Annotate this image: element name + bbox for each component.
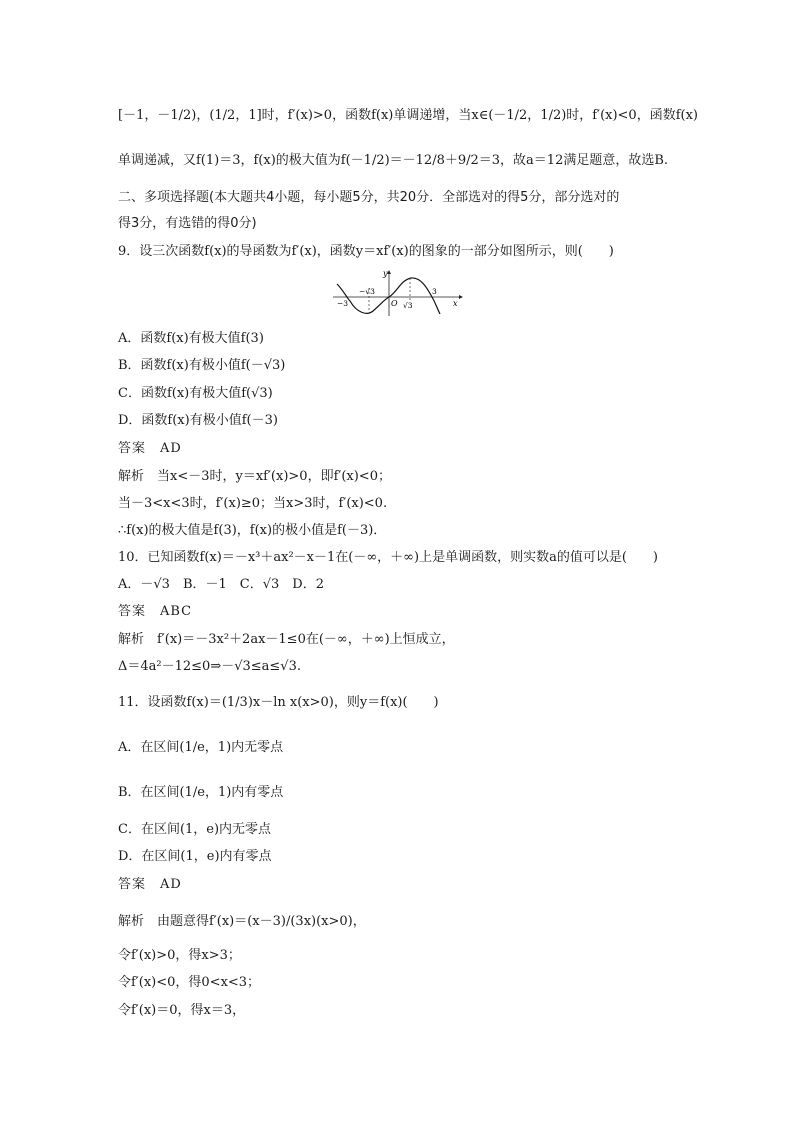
- option-d: D．函数f(x)有极小值f(－3): [118, 413, 278, 428]
- answer: 答案 ABC: [118, 604, 193, 619]
- tick-3: 3: [432, 287, 437, 296]
- x-axis-arrow: [459, 295, 463, 299]
- y-label: y: [383, 269, 388, 278]
- derivative-graph: [333, 268, 463, 318]
- text-line: 单调递减，又f(1)＝3，f(x)的极大值为f(－1/2)＝－12/8＋9/2＝3，故a＝12满足题意，故选B.: [118, 153, 669, 168]
- option-b: B．在区间(1/e，1)内有零点: [118, 785, 284, 800]
- option-d: D．在区间(1，e)内有零点: [118, 849, 272, 864]
- tick-sqrt3: √3: [403, 301, 413, 310]
- option-c: C．在区间(1，e)内无零点: [118, 822, 272, 837]
- analysis: 令f′(x)＝0，得x＝3，: [118, 1003, 246, 1018]
- analysis: Δ＝4a²－12≤0⇒－√3≤a≤√3.: [118, 659, 301, 674]
- option-c: C．函数f(x)有极大值f(√3): [118, 386, 273, 401]
- x-label: x: [453, 299, 458, 308]
- tick-neg-sqrt3: −√3: [359, 287, 375, 296]
- tick-neg3: −3: [337, 299, 349, 308]
- question-10: 10．已知函数f(x)＝－x³＋ax²－x－1在(－∞，＋∞)上是单调函数，则实数a的值可以是( ): [118, 550, 658, 565]
- question-11: 11．设函数f(x)＝(1/3)x－ln x(x>0)，则y＝f(x)( ): [118, 695, 439, 710]
- answer: 答案 AD: [118, 877, 182, 892]
- y-axis-arrow: [387, 270, 391, 274]
- text-line: [－1，－1/2)，(1/2，1]时，f′(x)>0，函数f(x)单调递增，当x∈(－1/2，1/2)时，f′(x)<0，函数f(x): [118, 108, 698, 123]
- answer: 答案 AD: [118, 441, 182, 456]
- section-heading: 二、多项选择题(本大题共4小题，每小题5分，共20分．全部选对的得5分，部分选对的: [118, 190, 620, 205]
- question-9: 9．设三次函数f(x)的导函数为f′(x)，函数y＝xf′(x)的图象的一部分如图所示，则( ): [118, 244, 614, 259]
- analysis: 解析 f′(x)＝－3x²＋2ax－1≤0在(－∞，＋∞)上恒成立，: [118, 632, 455, 647]
- section-heading-cont: 得3分，有选错的得0分): [118, 216, 257, 231]
- option-a: A．在区间(1/e，1)内无零点: [118, 740, 284, 755]
- analysis: 当－3<x<3时，f′(x)≥0；当x>3时，f′(x)<0.: [118, 496, 388, 511]
- options: A．－√3 B．－1 C．√3 D．2: [118, 577, 324, 592]
- origin-label: O: [391, 299, 398, 308]
- analysis: ∴f(x)的极大值是f(3)，f(x)的极小值是f(－3)．: [118, 523, 387, 538]
- option-a: A．函数f(x)有极大值f(3): [118, 331, 264, 346]
- analysis: 解析 当x<－3时，y＝xf′(x)>0，即f′(x)<0；: [118, 469, 391, 484]
- curve: [337, 278, 440, 314]
- analysis: 解析 由题意得f′(x)＝(x－3)/(3x)(x>0)，: [118, 914, 366, 929]
- option-b: B．函数f(x)有极小值f(－√3): [118, 358, 286, 373]
- analysis: 令f′(x)>0，得x>3；: [118, 948, 241, 963]
- analysis: 令f′(x)<0，得0<x<3；: [118, 975, 261, 990]
